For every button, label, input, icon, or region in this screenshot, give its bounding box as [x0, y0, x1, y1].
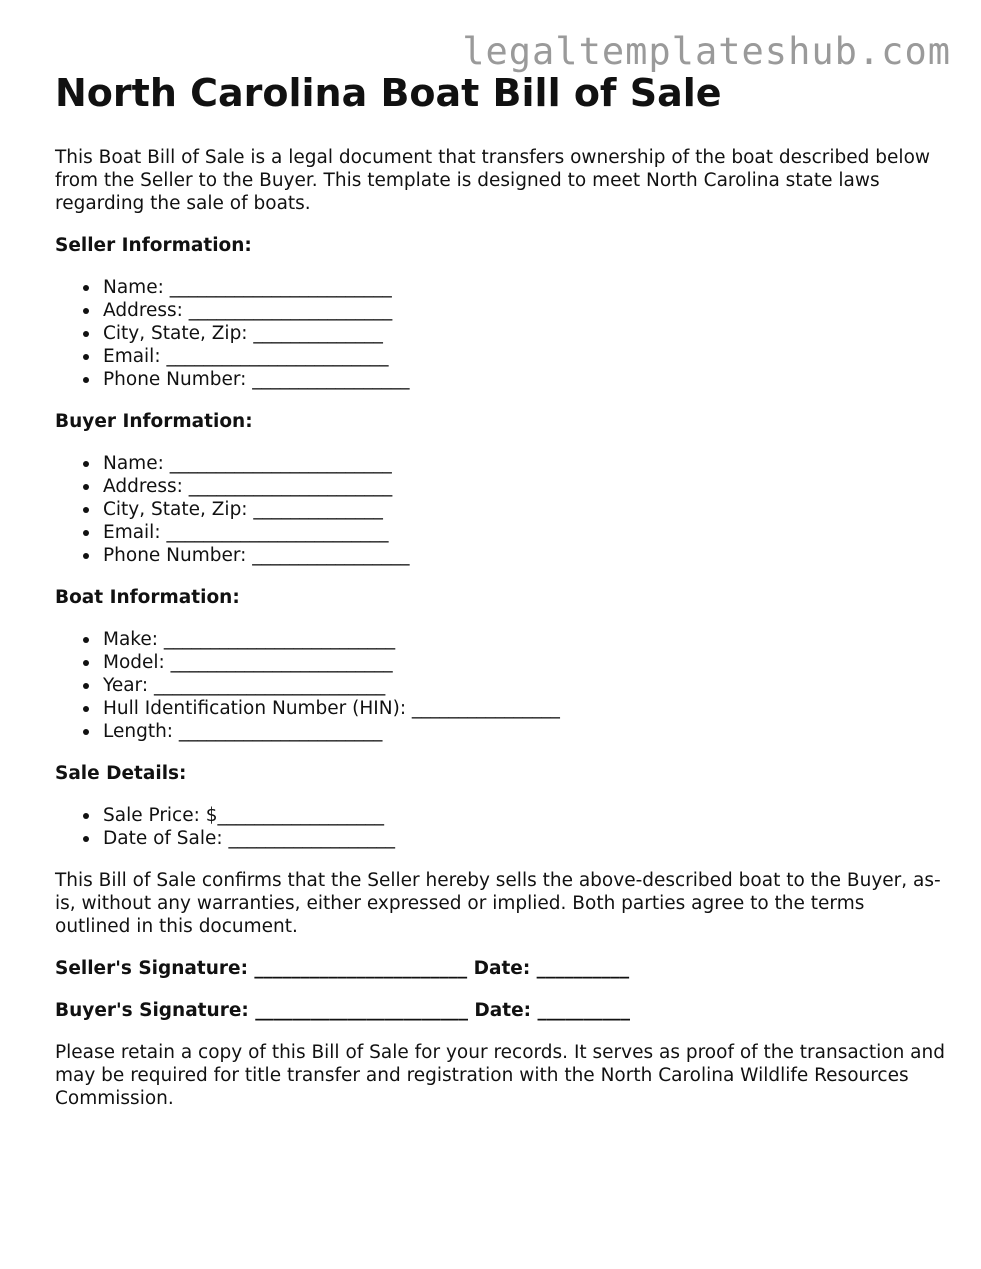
buyer-signature-line: Buyer's Signature: _______________________ Date: __________ [55, 1000, 630, 1021]
boat-list [55, 628, 945, 743]
seller-signature-line: Seller's Signature: _______________________ Date: __________ [55, 958, 630, 979]
buyer-city-state-zip-field: City, State, Zip: ______________ [103, 498, 945, 521]
sale-price-field: Sale Price: $__________________ [103, 804, 945, 827]
sale-list [55, 804, 945, 850]
buyer-name-field: Name: ________________________ [103, 452, 945, 475]
closing-paragraph: Please retain a copy of this Bill of Sale for your records. It serves as proof of the transaction and may be required for title transfer and registration with the North Carolina Wildlife Resources Commission. [55, 1042, 945, 1109]
seller-address-field: Address: ______________________ [103, 299, 945, 322]
boat-hin-field: Hull Identification Number (HIN): ________________ [103, 697, 945, 720]
document-title: North Carolina Boat Bill of Sale [55, 71, 722, 115]
boat-make-field: Make: _________________________ [103, 628, 945, 651]
sale-date-field: Date of Sale: __________________ [103, 827, 945, 850]
buyer-heading: Buyer Information: [55, 411, 253, 432]
boat-heading: Boat Information: [55, 587, 240, 608]
boat-length-field: Length: ______________________ [103, 720, 945, 743]
boat-model-field: Model: ________________________ [103, 651, 945, 674]
buyer-email-field: Email: ________________________ [103, 521, 945, 544]
sale-heading: Sale Details: [55, 763, 187, 784]
buyer-list [55, 452, 945, 567]
seller-name-field: Name: ________________________ [103, 276, 945, 299]
seller-heading: Seller Information: [55, 235, 252, 256]
seller-list [55, 276, 945, 391]
document-body [55, 70, 945, 1129]
buyer-phone-field: Phone Number: _________________ [103, 544, 945, 567]
intro-paragraph: This Boat Bill of Sale is a legal document that transfers ownership of the boat described below from the Seller to the Buyer. This template is designed to meet North Carolina state laws regarding the sale of boats. [55, 147, 931, 214]
seller-email-field: Email: ________________________ [103, 345, 945, 368]
confirmation-paragraph: This Bill of Sale confirms that the Seller hereby sells the above-described boat to the Buyer, as-is, without any warranties, either expressed or implied. Both parties agree to the terms outlined in this document. [55, 870, 941, 937]
boat-year-field: Year: _________________________ [103, 674, 945, 697]
seller-city-state-zip-field: City, State, Zip: ______________ [103, 322, 945, 345]
watermark: legaltemplateshub.com [462, 30, 951, 73]
seller-phone-field: Phone Number: _________________ [103, 368, 945, 391]
buyer-address-field: Address: ______________________ [103, 475, 945, 498]
